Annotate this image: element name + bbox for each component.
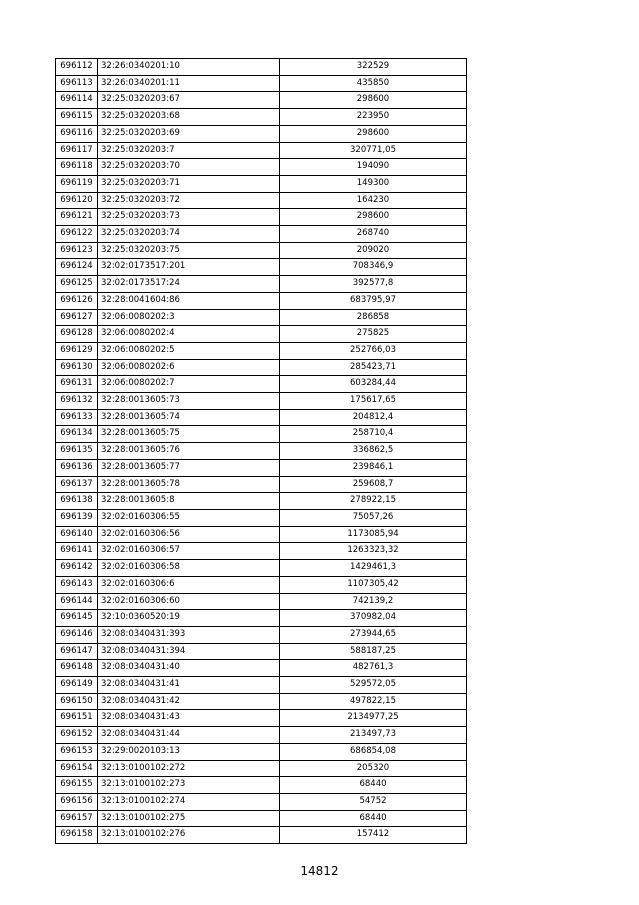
- table-row: [56, 426, 467, 443]
- table-row: [56, 677, 467, 694]
- records-table-body: [56, 59, 467, 844]
- cadastral-number-cell: 32:06:0080202:7: [98, 376, 280, 393]
- value-cell: 1429461,3: [280, 560, 467, 577]
- record-id-cell: 696116: [56, 125, 98, 142]
- table-row: [56, 92, 467, 109]
- value-cell: 259608,7: [280, 476, 467, 493]
- value-cell: 1263323,32: [280, 543, 467, 560]
- table-row: [56, 810, 467, 827]
- table-row: [56, 560, 467, 577]
- value-cell: 278922,15: [280, 493, 467, 510]
- value-cell: 223950: [280, 109, 467, 126]
- record-id-cell: 696143: [56, 576, 98, 593]
- table-row: [56, 242, 467, 259]
- value-cell: 239846,1: [280, 459, 467, 476]
- table-row: [56, 276, 467, 293]
- record-id-cell: 696132: [56, 393, 98, 410]
- table-row: [56, 777, 467, 794]
- cadastral-number-cell: 32:06:0080202:3: [98, 309, 280, 326]
- value-cell: 213497,73: [280, 727, 467, 744]
- value-cell: 298600: [280, 92, 467, 109]
- table-row: [56, 660, 467, 677]
- record-id-cell: 696113: [56, 75, 98, 92]
- record-id-cell: 696140: [56, 526, 98, 543]
- table-row: [56, 443, 467, 460]
- records-table: [55, 58, 467, 844]
- table-row: [56, 743, 467, 760]
- table-row: [56, 309, 467, 326]
- record-id-cell: 696126: [56, 292, 98, 309]
- cadastral-number-cell: 32:28:0013605:73: [98, 393, 280, 410]
- record-id-cell: 696152: [56, 727, 98, 744]
- table-row: [56, 359, 467, 376]
- cadastral-number-cell: 32:08:0340431:394: [98, 643, 280, 660]
- record-id-cell: 696130: [56, 359, 98, 376]
- record-id-cell: 696135: [56, 443, 98, 460]
- table-row: [56, 626, 467, 643]
- record-id-cell: 696123: [56, 242, 98, 259]
- cadastral-number-cell: 32:28:0013605:77: [98, 459, 280, 476]
- table-row: [56, 292, 467, 309]
- value-cell: 322529: [280, 59, 467, 76]
- cadastral-number-cell: 32:25:0320203:74: [98, 226, 280, 243]
- table-row: [56, 209, 467, 226]
- value-cell: 686854,08: [280, 743, 467, 760]
- record-id-cell: 696129: [56, 342, 98, 359]
- value-cell: 435850: [280, 75, 467, 92]
- cadastral-number-cell: 32:25:0320203:70: [98, 159, 280, 176]
- cadastral-number-cell: 32:29:0020103:13: [98, 743, 280, 760]
- table-row: [56, 543, 467, 560]
- table-row: [56, 142, 467, 159]
- table-row: [56, 326, 467, 343]
- cadastral-number-cell: 32:08:0340431:42: [98, 693, 280, 710]
- table-row: [56, 593, 467, 610]
- cadastral-number-cell: 32:02:0160306:56: [98, 526, 280, 543]
- record-id-cell: 696121: [56, 209, 98, 226]
- record-id-cell: 696136: [56, 459, 98, 476]
- record-id-cell: 696149: [56, 677, 98, 694]
- value-cell: 54752: [280, 793, 467, 810]
- value-cell: 258710,4: [280, 426, 467, 443]
- page-number: 14812: [300, 864, 339, 878]
- value-cell: 175617,65: [280, 393, 467, 410]
- table-row: [56, 125, 467, 142]
- table-row: [56, 760, 467, 777]
- value-cell: 204812,4: [280, 409, 467, 426]
- value-cell: 194090: [280, 159, 467, 176]
- cadastral-number-cell: 32:25:0320203:7: [98, 142, 280, 159]
- value-cell: 683795,97: [280, 292, 467, 309]
- value-cell: 497822,15: [280, 693, 467, 710]
- table-row: [56, 226, 467, 243]
- cadastral-number-cell: 32:08:0340431:393: [98, 626, 280, 643]
- value-cell: 275825: [280, 326, 467, 343]
- cadastral-number-cell: 32:25:0320203:69: [98, 125, 280, 142]
- cadastral-number-cell: 32:02:0160306:55: [98, 509, 280, 526]
- record-id-cell: 696153: [56, 743, 98, 760]
- cadastral-number-cell: 32:28:0013605:76: [98, 443, 280, 460]
- value-cell: 298600: [280, 209, 467, 226]
- table-row: [56, 109, 467, 126]
- table-row: [56, 610, 467, 627]
- record-id-cell: 696137: [56, 476, 98, 493]
- table-row: [56, 727, 467, 744]
- record-id-cell: 696157: [56, 810, 98, 827]
- record-id-cell: 696150: [56, 693, 98, 710]
- record-id-cell: 696127: [56, 309, 98, 326]
- value-cell: 273944,65: [280, 626, 467, 643]
- cadastral-number-cell: 32:13:0100102:275: [98, 810, 280, 827]
- record-id-cell: 696112: [56, 59, 98, 76]
- record-id-cell: 696119: [56, 175, 98, 192]
- cadastral-number-cell: 32:10:0360520:19: [98, 610, 280, 627]
- value-cell: 157412: [280, 827, 467, 844]
- value-cell: 75057,26: [280, 509, 467, 526]
- record-id-cell: 696138: [56, 493, 98, 510]
- record-id-cell: 696142: [56, 560, 98, 577]
- table-row: [56, 710, 467, 727]
- value-cell: 268740: [280, 226, 467, 243]
- record-id-cell: 696118: [56, 159, 98, 176]
- cadastral-number-cell: 32:25:0320203:75: [98, 242, 280, 259]
- table-row: [56, 576, 467, 593]
- table-row: [56, 59, 467, 76]
- table-row: [56, 693, 467, 710]
- record-id-cell: 696141: [56, 543, 98, 560]
- value-cell: 392577,8: [280, 276, 467, 293]
- value-cell: 603284,44: [280, 376, 467, 393]
- cadastral-number-cell: 32:13:0100102:272: [98, 760, 280, 777]
- value-cell: 164230: [280, 192, 467, 209]
- cadastral-number-cell: 32:02:0160306:57: [98, 543, 280, 560]
- record-id-cell: 696120: [56, 192, 98, 209]
- table-row: [56, 827, 467, 844]
- record-id-cell: 696148: [56, 660, 98, 677]
- cadastral-number-cell: 32:28:0013605:8: [98, 493, 280, 510]
- table-row: [56, 476, 467, 493]
- table-row: [56, 526, 467, 543]
- table-row: [56, 509, 467, 526]
- value-cell: 482761,3: [280, 660, 467, 677]
- record-id-cell: 696125: [56, 276, 98, 293]
- table-row: [56, 643, 467, 660]
- record-id-cell: 696145: [56, 610, 98, 627]
- cadastral-number-cell: 32:02:0160306:6: [98, 576, 280, 593]
- cadastral-number-cell: 32:25:0320203:72: [98, 192, 280, 209]
- value-cell: 252766,03: [280, 342, 467, 359]
- value-cell: 336862,5: [280, 443, 467, 460]
- value-cell: 588187,25: [280, 643, 467, 660]
- cadastral-number-cell: 32:06:0080202:4: [98, 326, 280, 343]
- table-row: [56, 259, 467, 276]
- record-id-cell: 696146: [56, 626, 98, 643]
- cadastral-number-cell: 32:28:0013605:74: [98, 409, 280, 426]
- record-id-cell: 696134: [56, 426, 98, 443]
- cadastral-number-cell: 32:02:0173517:24: [98, 276, 280, 293]
- value-cell: 68440: [280, 810, 467, 827]
- value-cell: 285423,71: [280, 359, 467, 376]
- cadastral-number-cell: 32:28:0041604:86: [98, 292, 280, 309]
- value-cell: 2134977,25: [280, 710, 467, 727]
- record-id-cell: 696155: [56, 777, 98, 794]
- record-id-cell: 696158: [56, 827, 98, 844]
- table-row: [56, 409, 467, 426]
- value-cell: 529572,05: [280, 677, 467, 694]
- cadastral-number-cell: 32:02:0160306:58: [98, 560, 280, 577]
- cadastral-number-cell: 32:28:0013605:75: [98, 426, 280, 443]
- table-row: [56, 376, 467, 393]
- record-id-cell: 696124: [56, 259, 98, 276]
- record-id-cell: 696133: [56, 409, 98, 426]
- cadastral-number-cell: 32:02:0173517:201: [98, 259, 280, 276]
- table-row: [56, 75, 467, 92]
- cadastral-number-cell: 32:06:0080202:6: [98, 359, 280, 376]
- cadastral-number-cell: 32:08:0340431:41: [98, 677, 280, 694]
- record-id-cell: 696151: [56, 710, 98, 727]
- cadastral-number-cell: 32:06:0080202:5: [98, 342, 280, 359]
- value-cell: 708346,9: [280, 259, 467, 276]
- cadastral-number-cell: 32:13:0100102:276: [98, 827, 280, 844]
- cadastral-number-cell: 32:28:0013605:78: [98, 476, 280, 493]
- table-row: [56, 393, 467, 410]
- table-row: [56, 342, 467, 359]
- table-row: [56, 192, 467, 209]
- value-cell: 286858: [280, 309, 467, 326]
- record-id-cell: 696131: [56, 376, 98, 393]
- cadastral-number-cell: 32:13:0100102:273: [98, 777, 280, 794]
- record-id-cell: 696122: [56, 226, 98, 243]
- value-cell: 205320: [280, 760, 467, 777]
- cadastral-number-cell: 32:02:0160306:60: [98, 593, 280, 610]
- cadastral-number-cell: 32:25:0320203:67: [98, 92, 280, 109]
- cadastral-number-cell: 32:26:0340201:10: [98, 59, 280, 76]
- record-id-cell: 696144: [56, 593, 98, 610]
- record-id-cell: 696139: [56, 509, 98, 526]
- value-cell: 320771,05: [280, 142, 467, 159]
- record-id-cell: 696147: [56, 643, 98, 660]
- record-id-cell: 696128: [56, 326, 98, 343]
- record-id-cell: 696156: [56, 793, 98, 810]
- record-id-cell: 696154: [56, 760, 98, 777]
- value-cell: 370982,04: [280, 610, 467, 627]
- table-row: [56, 459, 467, 476]
- table-row: [56, 793, 467, 810]
- value-cell: 209020: [280, 242, 467, 259]
- cadastral-number-cell: 32:08:0340431:44: [98, 727, 280, 744]
- record-id-cell: 696114: [56, 92, 98, 109]
- cadastral-number-cell: 32:25:0320203:73: [98, 209, 280, 226]
- value-cell: 68440: [280, 777, 467, 794]
- value-cell: 298600: [280, 125, 467, 142]
- cadastral-number-cell: 32:08:0340431:43: [98, 710, 280, 727]
- table-row: [56, 175, 467, 192]
- record-id-cell: 696117: [56, 142, 98, 159]
- cadastral-number-cell: 32:25:0320203:71: [98, 175, 280, 192]
- cadastral-number-cell: 32:13:0100102:274: [98, 793, 280, 810]
- table-row: [56, 159, 467, 176]
- cadastral-number-cell: 32:25:0320203:68: [98, 109, 280, 126]
- value-cell: 1107305,42: [280, 576, 467, 593]
- value-cell: 149300: [280, 175, 467, 192]
- table-row: [56, 493, 467, 510]
- cadastral-number-cell: 32:08:0340431:40: [98, 660, 280, 677]
- cadastral-number-cell: 32:26:0340201:11: [98, 75, 280, 92]
- value-cell: 1173085,94: [280, 526, 467, 543]
- record-id-cell: 696115: [56, 109, 98, 126]
- value-cell: 742139,2: [280, 593, 467, 610]
